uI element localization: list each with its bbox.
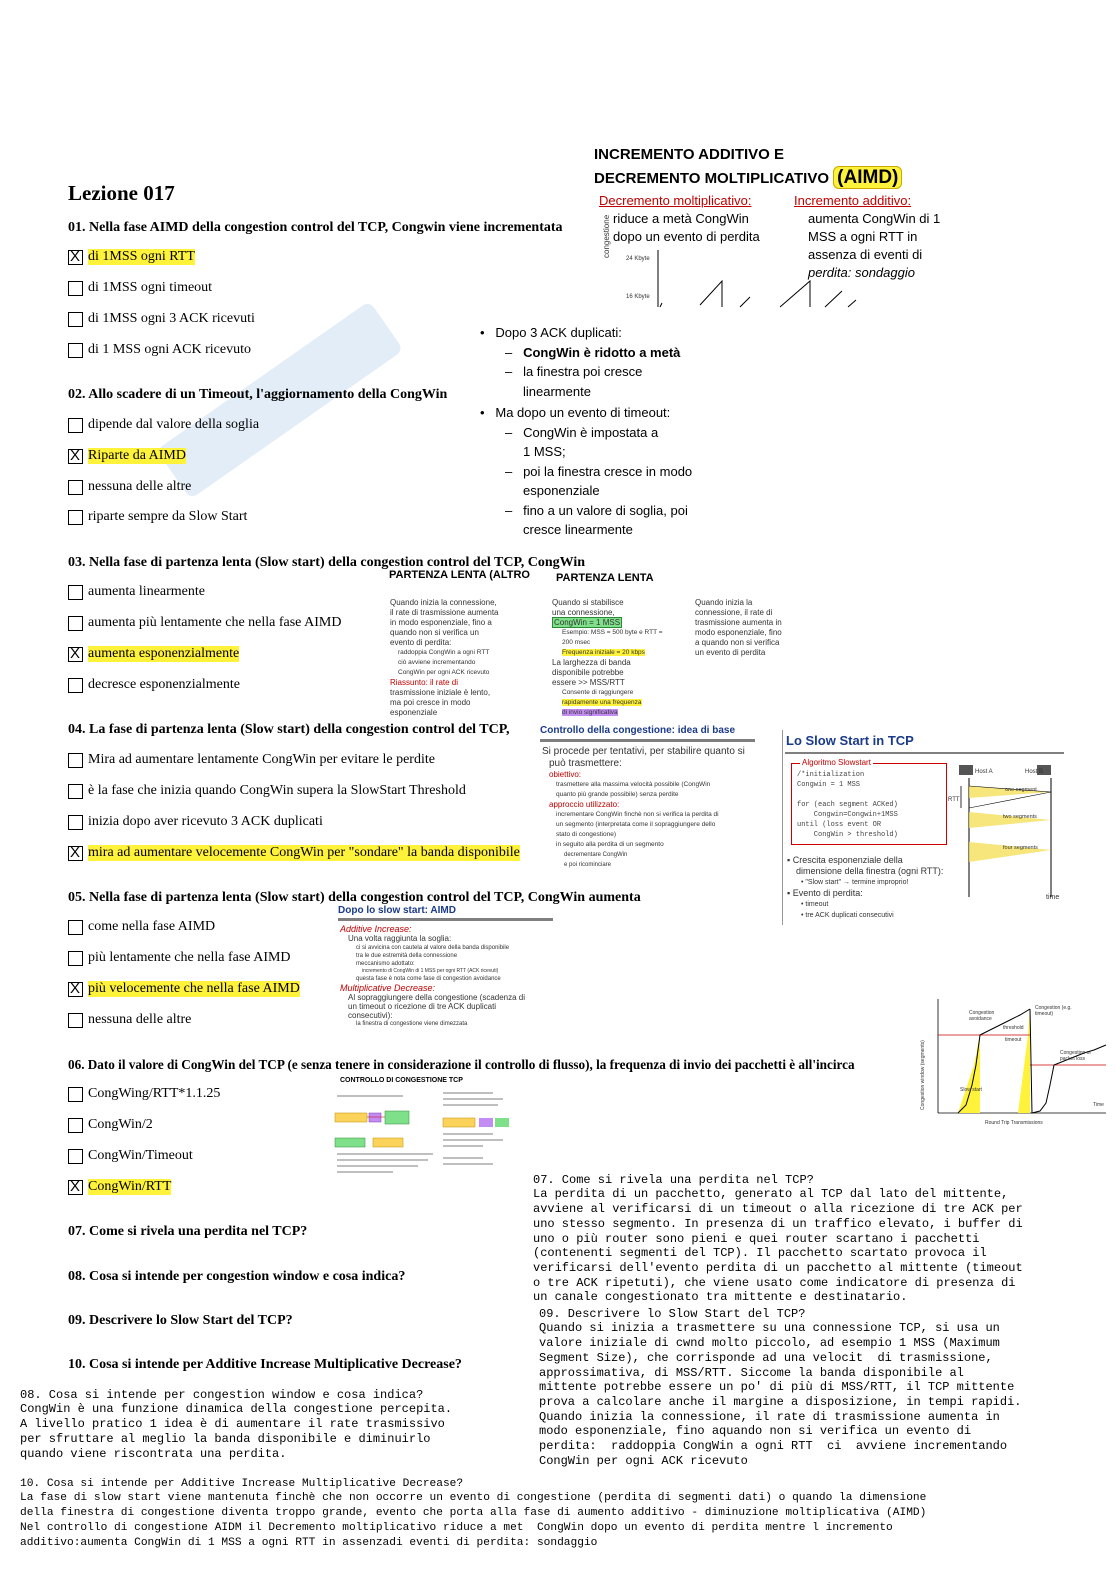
- answer-09: 09. Descrivere lo Slow Start del TCP? Quando si inizia a trasmettere su una connessione TCP, si usa un valore iniziale di cwnd molto piccolo, ad esempio 1 MSS (Maximum Segment Size), che corrisponde ad una velocit di trasmissione, approssimativa, di MSS/RTT. Siccome la banda disponibile al mittente potrebbe essere un po' di più di MSS/RTT, il TCP mittente prova a calcolare anche il margine a disposizione, in tempi rapidi. Quando inizia la connessione, il rate di trasmissione aumenta in modo esponenziale, fino aquando non si verifica un evento di perdita: raddoppia CongWin a ogni RTT ci avviene incrementando CongWin per ogni ACK ricevuto: [539, 1306, 1022, 1468]
- cc-box: [443, 1118, 475, 1127]
- cc-slide-title: CONTROLLO DI CONGESTIONE TCP: [340, 1077, 463, 1084]
- question-07: 07. Come si rivela una perdita nel TCP?: [68, 1224, 308, 1239]
- cc-box: [335, 1113, 367, 1122]
- slowstart-a-body: Quando inizia la connessione, il rate di trasmissione aumenta in modo esponenziale, fino a quando non si verifica un evento di perdita: raddoppia CongWin a ogni RTT ciò avviene incrementando CongWin per ogni ACK ricevuto Riassunto: il rate di trasmissione iniziale è lento, ma poi cresce in modo esponenziale: [390, 598, 499, 717]
- q02-option-1[interactable]: dipende dal valore della soglia: [68, 417, 259, 433]
- q03-option-4[interactable]: decresce esponenzialmente: [68, 677, 240, 693]
- q04-option-3[interactable]: inizia dopo aver ricevuto 3 ACK duplicati: [68, 814, 323, 830]
- note-line: – poi la finestra cresce in modo: [505, 463, 693, 479]
- checkbox-checked[interactable]: [68, 647, 83, 662]
- aimd-tick-top: 24 Kbyte: [626, 256, 650, 262]
- slowstart-b-left: Quando si stabilisce una connessione, CongWin = 1 MSS Esempio: MSS = 500 byte e RTT = 200 msec Frequenza iniziale = 20 kbps La larghezza di banda disponibile potrebbe essere >> MSS/RTT Consente di raggiungere rapidamente una frequenza di invio significativa: [552, 598, 663, 716]
- rtt-label: RTT: [948, 797, 960, 803]
- checkbox-checked[interactable]: [68, 449, 83, 464]
- note-line: – la finestra poi cresce: [505, 364, 643, 379]
- note-line: cresce linearmente: [523, 522, 633, 537]
- q05-option-3[interactable]: X più velocemente che nella fase AIMD: [68, 981, 300, 997]
- checkbox[interactable]: [68, 281, 83, 296]
- checkbox[interactable]: [68, 784, 83, 799]
- checkbox-checked[interactable]: [68, 1180, 83, 1195]
- q06-option-2[interactable]: CongWin/2: [68, 1117, 153, 1133]
- question-04: 04. La fase di partenza lenta (Slow start) della congestion control del TCP,: [68, 722, 510, 737]
- segment-label-1: one segment: [1005, 787, 1037, 793]
- checkbox-checked[interactable]: [68, 250, 83, 265]
- host-a-label: Host A: [975, 769, 993, 775]
- note-line: – CongWin è ridotto a metà: [505, 344, 681, 360]
- checkbox[interactable]: [68, 678, 83, 693]
- checkbox[interactable]: [68, 510, 83, 525]
- checkbox[interactable]: [68, 418, 83, 433]
- note-line: linearmente: [523, 383, 591, 399]
- graph-x-label: Round Trip Transmissions: [985, 1120, 1043, 1126]
- graph-ca-label: Congestion avoidance: [969, 1010, 995, 1022]
- checkbox-checked[interactable]: [68, 846, 83, 861]
- cc-slide-diagram: [333, 1088, 518, 1178]
- note-line: esponenziale: [523, 483, 600, 498]
- q06-option-3[interactable]: CongWin/Timeout: [68, 1148, 193, 1164]
- algorithm-code: /*initialization Congwin = 1 MSS for (each segment ACKed) Congwin=Congwin+1MSS until (loss event OR CongWin > threshold): [797, 771, 898, 839]
- cc-box: [385, 1111, 409, 1124]
- checkbox[interactable]: [68, 343, 83, 358]
- q03-option-3[interactable]: X aumenta esponenzialmente: [68, 646, 239, 662]
- q02-option-3[interactable]: nessuna delle altre: [68, 479, 191, 495]
- host-b-label: Host B: [1025, 769, 1044, 775]
- graph-cong-label: Congestion (e.g. timeout): [1035, 1005, 1072, 1017]
- segment-label-2: two segments: [1003, 814, 1037, 820]
- timeout-notes: [480, 323, 692, 540]
- lesson-title: Lezione 017: [68, 181, 175, 205]
- q05-option-2[interactable]: più lentamente che nella fase AIMD: [68, 950, 291, 966]
- checkbox[interactable]: [68, 920, 83, 935]
- slow-start-area-1: [958, 1035, 980, 1113]
- slowstart-b-title: PARTENZA LENTA: [556, 572, 654, 584]
- question-02: 02. Allo scadere di un Timeout, l'aggiornamento della CongWin: [68, 387, 448, 402]
- slowstart-tcp-title: Lo Slow Start in TCP: [786, 733, 914, 748]
- aimd-left-block: Decremento moltiplicativo: riduce a metà CongWin dopo un evento di perdita: [599, 193, 760, 244]
- q02-option-4[interactable]: riparte sempre da Slow Start: [68, 509, 247, 525]
- aimd-tick-mid: 16 Kbyte: [626, 294, 650, 300]
- congestion-idea-title: Controllo della congestione: idea di base: [540, 725, 736, 736]
- question-03: 03. Nella fase di partenza lenta (Slow start) della congestion control del TCP, CongWin: [68, 555, 586, 570]
- cc-box: [479, 1118, 493, 1127]
- question-09: 09. Descrivere lo Slow Start del TCP?: [68, 1313, 293, 1328]
- graph-ss-label: Slow start: [960, 1087, 982, 1093]
- slide-title-bar: [785, 752, 1064, 754]
- question-05: 05. Nella fase di partenza lenta (Slow start) della congestion control del TCP, CongWin aumenta: [68, 890, 641, 905]
- graph-to-label: timeout: [1005, 1037, 1022, 1043]
- question-10: 10. Cosa si intende per Additive Increase Multiplicative Decrease?: [68, 1357, 462, 1372]
- checkbox[interactable]: [68, 951, 83, 966]
- cc-box: [373, 1138, 403, 1147]
- q06-option-1[interactable]: CongWing/RTT*1.1.25: [68, 1086, 220, 1102]
- checkbox-checked[interactable]: [68, 982, 83, 997]
- after-ss-title: Dopo lo slow start: AIMD: [338, 905, 456, 916]
- slowstart-b-right: Quando inizia la connessione, il rate di trasmissione aumenta in modo esponenziale, fino a quando non si verifica un evento di perdita: [695, 598, 782, 657]
- question-08: 08. Cosa si intende per congestion window e cosa indica?: [68, 1269, 406, 1284]
- aimd-right-block: Incremento additivo: aumenta CongWin di 1 MSS a ogni RTT in assenza di eventi di perdita: sondaggio: [794, 193, 941, 280]
- checkbox[interactable]: [68, 585, 83, 600]
- q01-option-3[interactable]: di 1MSS ogni 3 ACK ricevuti: [68, 311, 255, 327]
- graph-time-label: Time: [1093, 1102, 1104, 1108]
- graph-y-label: Congestion window (segments): [920, 1040, 926, 1110]
- checkbox[interactable]: [68, 815, 83, 830]
- checkbox[interactable]: [68, 1013, 83, 1028]
- checkbox[interactable]: [68, 480, 83, 495]
- cc-box: [335, 1138, 365, 1147]
- answer-07: 07. Come si rivela una perdita nel TCP? La perdita di un pacchetto, generato al TCP dal lato del mittente, avviene al verificarsi di un timeout o alla ricezione di tre ACK per uno stesso segmento. In presenza di un traffico elevato, i buffer di uno o più router sono pieni e quei router scartano i pacchetti (contenenti segmenti del TCP). Il pacchetto scartato provoca il verificarsi dell'evento perdita di un pacchetto al mittente (timeout o tre ACK ripetuti), che viene usato come indicatore di presenza di un canale congestionato tra mittente e destinatario.: [533, 1172, 1023, 1305]
- q01-option-2[interactable]: di 1MSS ogni timeout: [68, 280, 212, 296]
- q02-option-2[interactable]: X Riparte da AIMD: [68, 448, 186, 464]
- q04-option-4[interactable]: X mira ad aumentare velocemente CongWin per "sondare" la banda disponibile: [68, 845, 520, 861]
- checkbox[interactable]: [68, 312, 83, 327]
- q01-option-4[interactable]: di 1 MSS ogni ACK ricevuto: [68, 342, 251, 358]
- q01-option-1[interactable]: X di 1MSS ogni RTT: [68, 249, 195, 265]
- checkbox[interactable]: [68, 1149, 83, 1164]
- note-line: – fino a un valore di soglia, poi: [505, 502, 688, 518]
- answer-10: 10. Cosa si intende per Additive Increase Multiplicative Decrease? La fase di slow start viene mantenuta finchè che non occorre un evento di congestione (perdita di segmenti dati) o quando la dimensione della finestra di congestione diventa troppo grande, evento che porta alla fase di aumento additivo - diminuzione moltiplicativa (AIMD) Nel controllo di congestione AIDM il Decremento moltiplicativo riduce a met CongWin dopo un evento di perdita mentre l incremento additivo:aumenta CongWin di 1 MSS a ogni RTT in assenzadi eventi di perdita: sondaggio: [20, 1477, 927, 1549]
- note-line: • Ma dopo un evento di timeout:: [480, 405, 671, 420]
- checkbox[interactable]: [68, 616, 83, 631]
- checkbox[interactable]: [68, 1087, 83, 1102]
- slowstart-a-title: PARTENZA LENTA (ALTRO: [389, 569, 530, 581]
- algorithm-box: Algoritmo Slowstart /*initialization Congwin = 1 MSS for (each segment ACKed) Congwin=Congwin+1MSS until (loss event OR CongWin > threshold): [791, 763, 947, 845]
- q04-option-1[interactable]: Mira ad aumentare lentamente CongWin per evitare le perdite: [68, 752, 435, 768]
- checkbox[interactable]: [68, 753, 83, 768]
- time-label: time: [1046, 894, 1060, 901]
- q03-option-1[interactable]: aumenta linearmente: [68, 584, 205, 600]
- segment-label-3: four segments: [1003, 845, 1038, 851]
- question-01: 01. Nella fase AIMD della congestion control del TCP, Congwin viene incrementata: [68, 220, 563, 235]
- slide-title-bar: [338, 918, 553, 921]
- q04-option-2[interactable]: è la fase che inizia quando CongWin supera la SlowStart Threshold: [68, 783, 466, 799]
- aimd-tag: (AIMD): [833, 166, 902, 189]
- cc-box: [369, 1113, 381, 1122]
- q05-option-1[interactable]: come nella fase AIMD: [68, 919, 215, 935]
- graph-thr-label: threshold: [1003, 1025, 1024, 1031]
- answer-08: 08. Cosa si intende per congestion window e cosa indica? CongWin è una funzione dinamica della congestione percepita. A livello pratico 1 idea è di aumentare il rate trasmissivo per sfruttare al meglio la banda disponibile e diminuirlo quando viene riscontrata una perdita.: [20, 1387, 453, 1461]
- aimd-y-label: congestione: [602, 214, 611, 258]
- q05-option-4[interactable]: nessuna delle altre: [68, 1012, 191, 1028]
- cc-box: [495, 1118, 509, 1127]
- cc-text-lines: [337, 1093, 503, 1172]
- graph-cong2-label: Congestion or packet loss: [1060, 1050, 1092, 1062]
- congestion-idea-body: Si procede per tentativi, per stabilire quanto si può trasmettere: obiettivo: trasmettere alla massima velocità possibile (CongWin quanto più grande possibile) senza perdite approccio utilizzato: incrementare CongWin finchè non si verifica la perdita di un segmento (interpretata come il sopraggiungere dello stato di congestione) in seguito alla perdita di un segmento decrementare CongWin e poi ricominciare: [542, 746, 745, 868]
- host-a-icon: [959, 765, 973, 775]
- q06-option-4[interactable]: X CongWin/RTT: [68, 1179, 171, 1195]
- checkbox[interactable]: [68, 1118, 83, 1133]
- note-line: – CongWin è impostata a: [505, 424, 659, 440]
- after-ss-body: Additive Increase: Una volta raggiunta la soglia: ci si avvicina con cautela al valore della banda disponibile tra le due estremità della connessione meccanismo adottato: incremento di CongWin di 1 MSS per ogni RTT (ACK ricevuti) questa fase è nota come fase di congestion avoidance Multiplicative Decrease: Al sopraggiungere della congestione (scadenza di un timeout o ricezione di tre ACK duplicati consecutivi): la finestra di congestione viene dimezzata: [340, 924, 526, 1027]
- aimd-slide-title: INCREMENTO ADDITIVO E DECREMENTO MOLTIPLICATIVO (AIMD): [594, 143, 902, 190]
- slowstart-tcp-notes: ▪ Crescita esponenziale della dimensione della finestra (ogni RTT): • "Slow start" → termine improprio! ▪ Evento di perdita: • timeout • tre ACK duplicati consecutivi: [787, 855, 944, 919]
- question-06: 06. Dato il valore di CongWin del TCP (e senza tenere in considerazione il controllo di flusso), la frequenza di invio dei pacchetti è all'incirca: [68, 1057, 855, 1072]
- q03-option-2[interactable]: aumenta più lentamente che nella fase AIMD: [68, 615, 341, 631]
- aimd-sawtooth-line: [660, 281, 856, 307]
- note-line: 1 MSS;: [523, 444, 566, 459]
- slide-title-bar: [540, 739, 755, 742]
- note-line: • Dopo 3 ACK duplicati:: [480, 325, 622, 340]
